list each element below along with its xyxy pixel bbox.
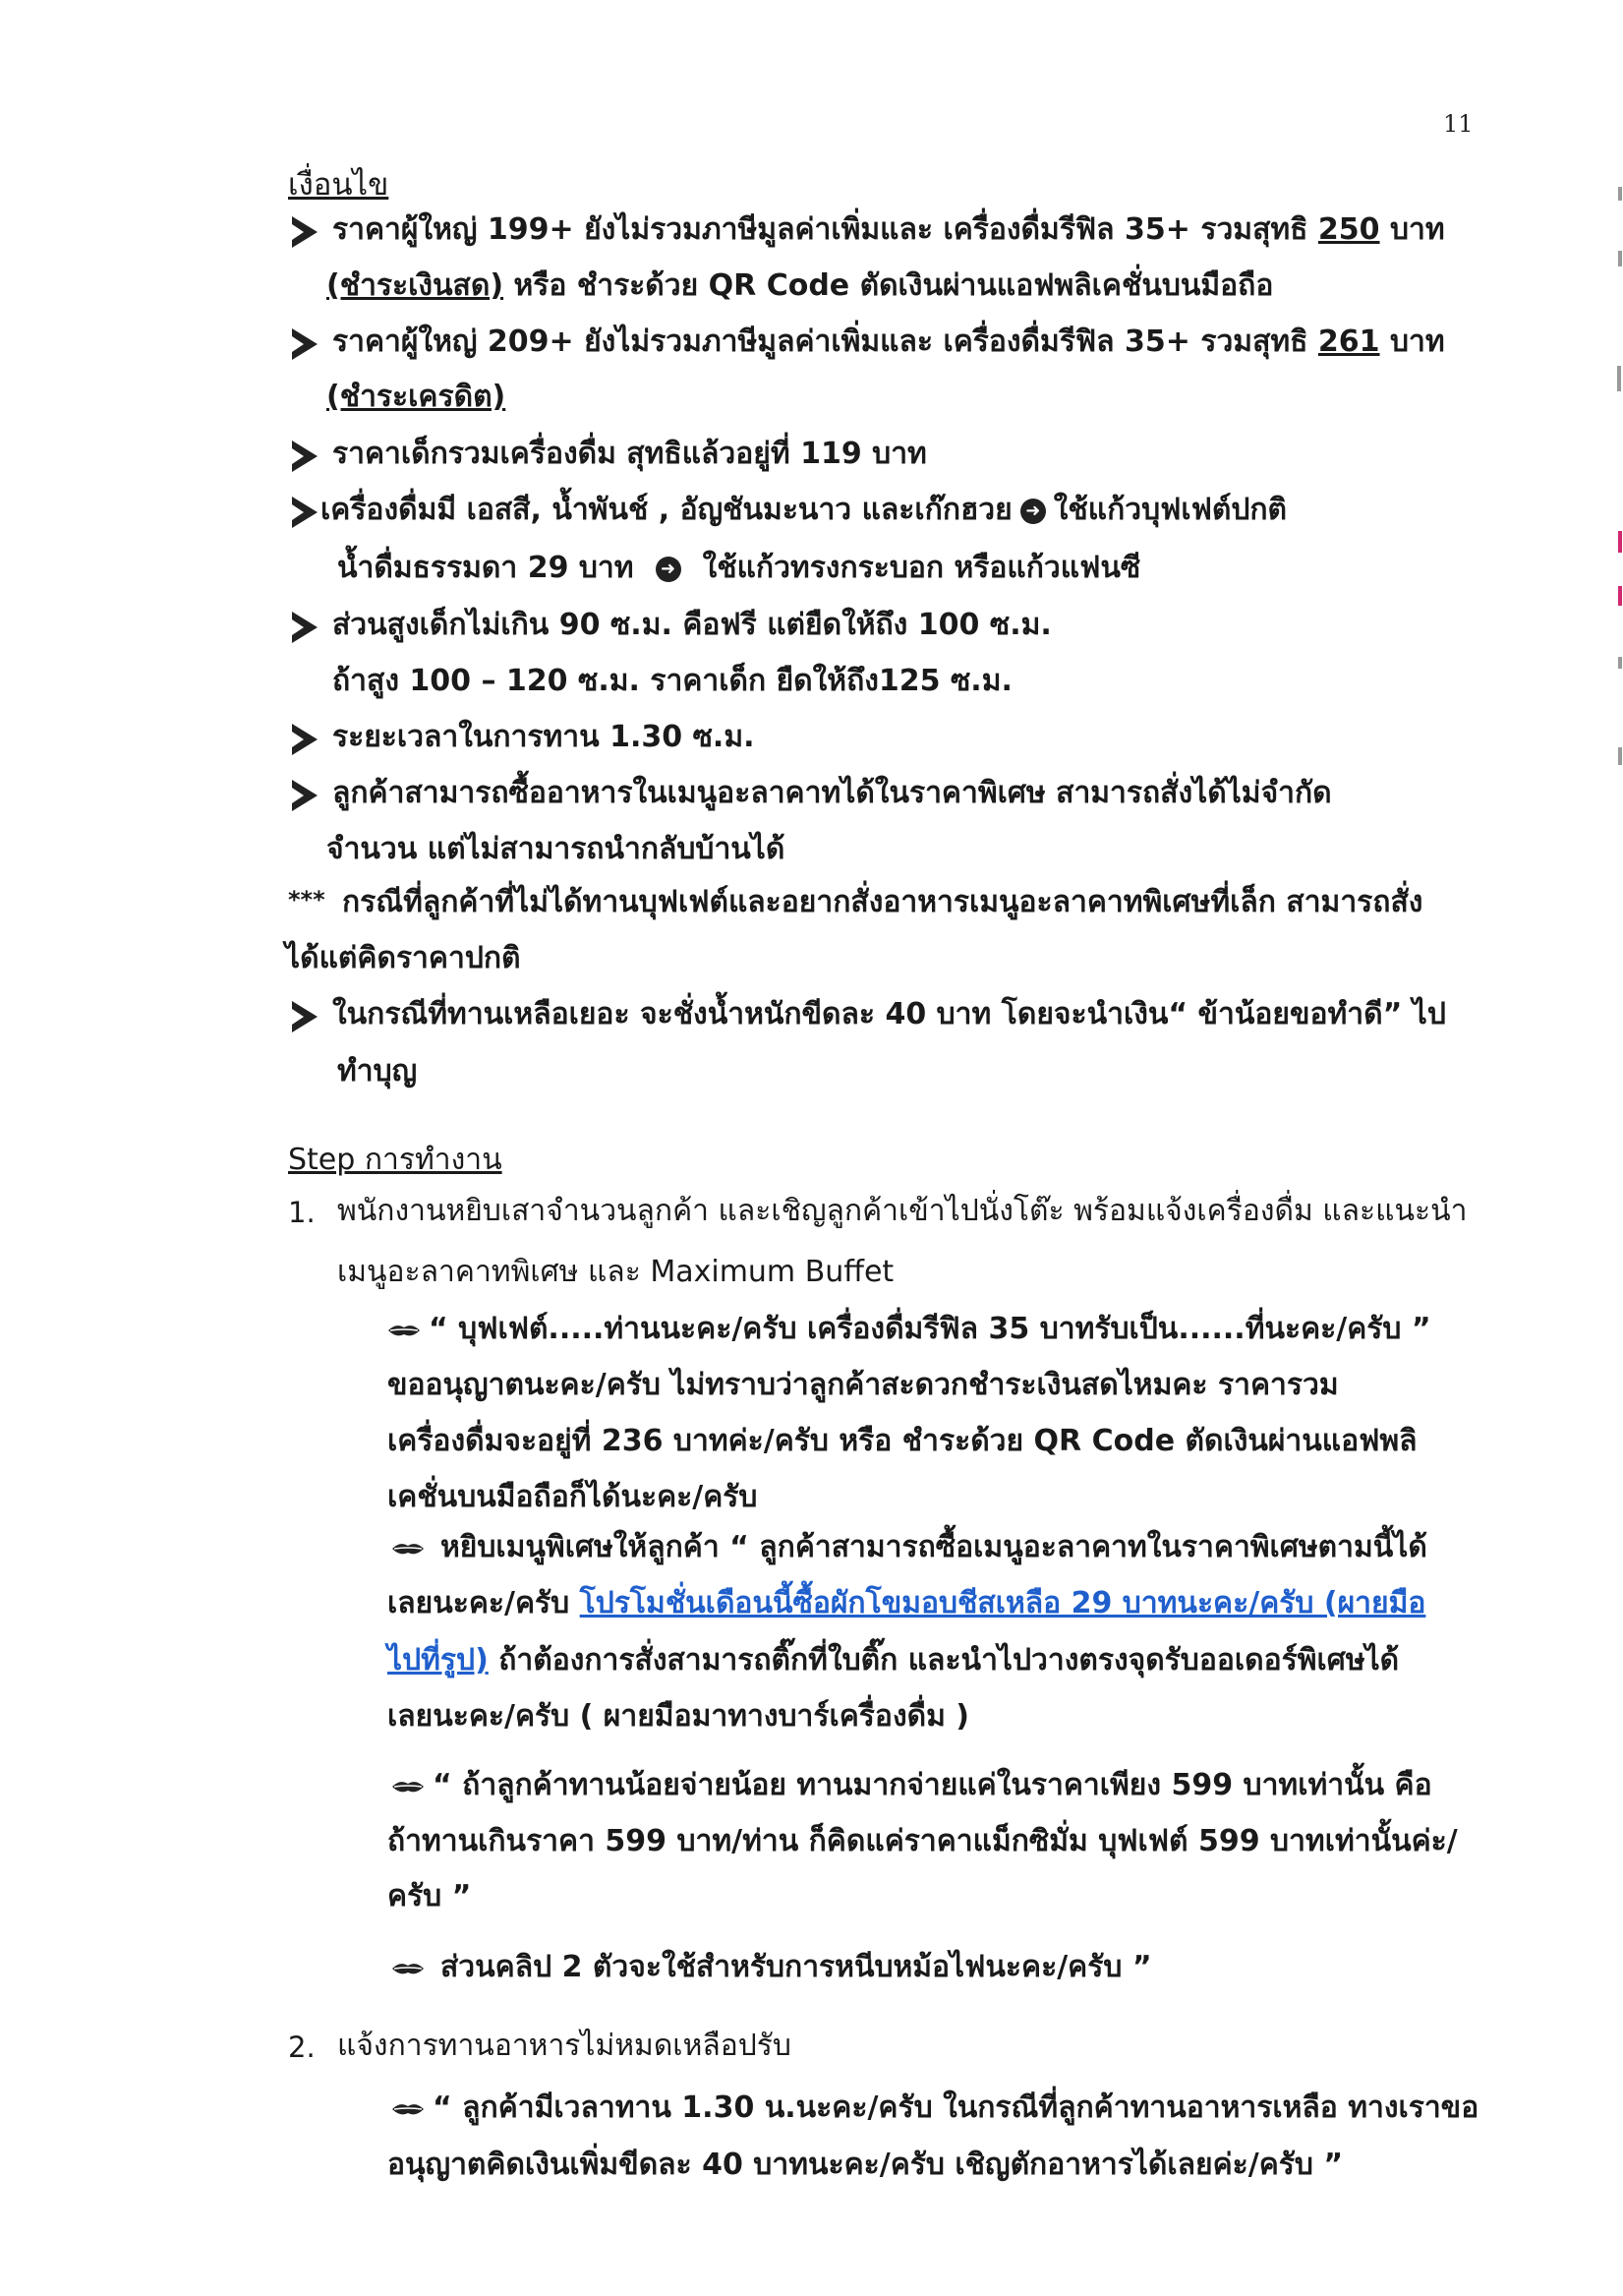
scan-edge-mark	[1618, 251, 1622, 266]
step-1-text-line2: เมนูอะลาคาทพิเศษ และ Maximum Buffet	[337, 1255, 895, 1289]
quote-text: “ บุฟเฟต์.....ท่านนะคะ/ครับ เครื่องดื่มรีฟิล 35 บาทรับเป็น......ที่นะคะ/ครับ ”	[429, 1312, 1431, 1346]
lips-icon	[391, 1961, 425, 1976]
quote-text: เลยนะคะ/ครับ	[387, 1586, 580, 1620]
lips-icon	[391, 1541, 425, 1557]
scan-edge-mark	[1617, 366, 1621, 391]
scan-edge-mark	[1618, 531, 1622, 553]
quote-buffet-drinks-line3: เครื่องดื่มจะอยู่ที่ 236 บาทค่ะ/ครับ หรือ ชำระด้วย QR Code ตัดเงินผ่านแอฟพลิ	[387, 1424, 1418, 1458]
quote-special-menu	[391, 1530, 1427, 1565]
bullet-adult-cash-line2	[326, 268, 1273, 304]
arrow-bullet-icon	[292, 328, 318, 360]
promotion-link[interactable]: โปรโมชั่นเดือนนี้ซื้อผักโขมอบชีสเหลือ 29 บาทนะคะ/ครับ (ผายมือ	[579, 1586, 1426, 1620]
scan-edge-mark	[1618, 187, 1622, 201]
price-amount: 261	[1317, 324, 1380, 359]
payment-method-cash: (ชำระเงินสด)	[326, 268, 504, 303]
bullet-text: บาท	[1379, 212, 1445, 247]
scan-edge-mark	[1618, 747, 1622, 765]
step-number: 2.	[288, 2031, 316, 2064]
step-2-text: แจ้งการทานอาหารไม่หมดเหลือปรับ	[337, 2029, 791, 2063]
lips-icon	[391, 1779, 425, 1795]
quote-special-menu-line3	[387, 1643, 1399, 1678]
quote-leftover-fine	[391, 2090, 1478, 2126]
price-amount: 250	[1317, 212, 1380, 247]
arrow-bullet-icon	[292, 441, 318, 472]
quote-special-menu-line2	[387, 1586, 1425, 1621]
note-non-buffet: กรณีที่ลูกค้าที่ไม่ได้ทานบุฟเฟต์และอยากสั่งอาหารเมนูอะลาคาทพิเศษที่เล็ก สามารถสั่ง	[342, 885, 1423, 919]
bullet-adult-cash-price	[332, 212, 1445, 248]
bullet-text: บาท	[1379, 324, 1445, 359]
bullet-text: ใช้แก้วทรงกระบอก หรือแก้วแฟนซี	[702, 551, 1141, 585]
bullet-adult-credit-price	[332, 324, 1445, 360]
quote-max-buffet-line3: ครับ ”	[387, 1879, 472, 1913]
quote-special-menu-line4: เลยนะคะ/ครับ ( ผายมือมาทางบาร์เครื่องดื่ม )	[387, 1699, 970, 1734]
bullet-text: หรือ ชำระด้วย QR Code ตัดเงินผ่านแอฟพลิเคชั่นบนมือถือ	[503, 268, 1274, 303]
arrow-bullet-icon	[292, 497, 318, 528]
quote-max-buffet	[391, 1768, 1432, 1803]
quote-clips	[391, 1950, 1152, 1985]
bullet-drinks-water	[337, 551, 1140, 586]
arrow-bullet-icon	[292, 780, 318, 811]
promotion-link-cont[interactable]: ไปที่รูป)	[387, 1643, 489, 1678]
quote-buffet-drinks-line2: ขออนุญาตนะคะ/ครับ ไม่ทราบว่าลูกค้าสะดวกชำระเงินสดไหมคะ ราคารวม	[387, 1368, 1339, 1402]
bullet-text: เครื่องดื่มมี เอสสี, น้ำพันช์ , อัญชันมะนาว และเก๊กฮวย	[320, 493, 1013, 527]
bullet-child-height: ส่วนสูงเด็กไม่เกิน 90 ซ.ม. คือฟรี แต่ยืดให้ถึง 100 ซ.ม.	[332, 608, 1052, 642]
bullet-text: ราคาผู้ใหญ่ 209+ ยังไม่รวมภาษีมูลค่าเพิ่มและ เครื่องดื่มรีฟิล 35+ รวมสุทธิ	[332, 324, 1318, 359]
bullet-text: ราคาผู้ใหญ่ 199+ ยังไม่รวมภาษีมูลค่าเพิ่มและ เครื่องดื่มรีฟิล 35+ รวมสุทธิ	[332, 212, 1318, 247]
bullet-text: น้ำดื่มธรรมดา 29 บาท	[337, 551, 634, 585]
circle-arrow-icon: ➜	[1020, 499, 1046, 524]
circle-arrow-icon: ➜	[656, 557, 681, 582]
payment-method-credit: (ชำระเครดิต)	[326, 380, 506, 414]
quote-text: หยิบเมนูพิเศษให้ลูกค้า “ ลูกค้าสามารถซื้อเมนูอะลาคาทในราคาพิเศษตามนี้ได้	[440, 1530, 1427, 1564]
quote-max-buffet-line2: ถ้าทานเกินราคา 599 บาท/ท่าน ก็คิดแค่ราคาแม็กซิมั่ม บุฟเฟต์ 599 บาทเท่านั้นค่ะ/	[387, 1824, 1458, 1858]
step-number: 1.	[288, 1196, 316, 1229]
note-stars: ***	[288, 886, 325, 913]
quote-text: ถ้าต้องการสั่งสามารถติ๊กที่ใบติ๊ก และนำไปวางตรงจุดรับออเดอร์พิเศษได้	[488, 1643, 1400, 1678]
bullet-leftover-fine: ในกรณีที่ทานเหลือเยอะ จะชั่งน้ำหนักขีดละ 40 บาท โดยจะนำเงิน“ ข้าน้อยขอทำดี” ไป	[332, 997, 1446, 1031]
scan-edge-mark	[1618, 657, 1622, 669]
lips-icon	[391, 2101, 425, 2117]
page-number: 11	[1443, 110, 1474, 138]
bullet-child-price: ราคาเด็กรวมเครื่องดื่ม สุทธิแล้วอยู่ที่ 119 บาท	[332, 437, 927, 471]
step-1-text: พนักงานหยิบเสาจำนวนลูกค้า และเชิญลูกค้าเข้าไปนั่งโต๊ะ พร้อมแจ้งเครื่องดื่ม และแนะนำ	[337, 1194, 1468, 1228]
scan-edge-mark	[1618, 586, 1622, 606]
arrow-bullet-icon	[292, 612, 318, 643]
arrow-bullet-icon	[292, 216, 318, 248]
arrow-bullet-icon	[292, 724, 318, 755]
conditions-heading: เงื่อนไข	[288, 167, 389, 203]
lips-icon	[387, 1323, 421, 1338]
steps-heading: Step การทำงาน	[288, 1143, 502, 1177]
bullet-child-height-line2: ถ้าสูง 100 – 120 ซ.ม. ราคาเด็ก ยืดให้ถึง125 ซ.ม.	[332, 664, 1013, 698]
quote-leftover-fine-line2: อนุญาตคิดเงินเพิ่มขีดละ 40 บาทนะคะ/ครับ เชิญตักอาหารได้เลยค่ะ/ครับ ”	[387, 2148, 1344, 2182]
arrow-bullet-icon	[292, 1001, 318, 1032]
quote-text: “ ถ้าลูกค้าทานน้อยจ่ายน้อย ทานมากจ่ายแค่ในราคาเพียง 599 บาทเท่านั้น คือ	[433, 1768, 1432, 1802]
quote-text: ส่วนคลิป 2 ตัวจะใช้สำหรับการหนีบหม้อไฟนะคะ/ครับ ”	[440, 1950, 1152, 1984]
bullet-drinks	[320, 493, 1287, 528]
note-non-buffet-line2: ได้แต่คิดราคาปกติ	[285, 941, 521, 975]
bullet-text: ใช้แก้วบุฟเฟต์ปกติ	[1053, 493, 1288, 527]
bullet-alacarte-line2: จำนวน แต่ไม่สามารถนำกลับบ้านได้	[326, 832, 785, 866]
bullet-leftover-fine-line2: ทำบุญ	[337, 1054, 418, 1089]
bullet-alacarte: ลูกค้าสามารถซื้ออาหารในเมนูอะลาคาทได้ในราคาพิเศษ สามารถสั่งได้ไม่จำกัด	[332, 776, 1332, 810]
quote-buffet-drinks-line4: เคชั่นบนมือถือก็ได้นะคะ/ครับ	[387, 1480, 758, 1514]
quote-text: “ ลูกค้ามีเวลาทาน 1.30 น.นะคะ/ครับ ในกรณีที่ลูกค้าทานอาหารเหลือ ทางเราขอ	[433, 2090, 1479, 2125]
quote-buffet-drinks	[387, 1312, 1431, 1347]
bullet-duration: ระยะเวลาในการทาน 1.30 ซ.ม.	[332, 720, 755, 754]
